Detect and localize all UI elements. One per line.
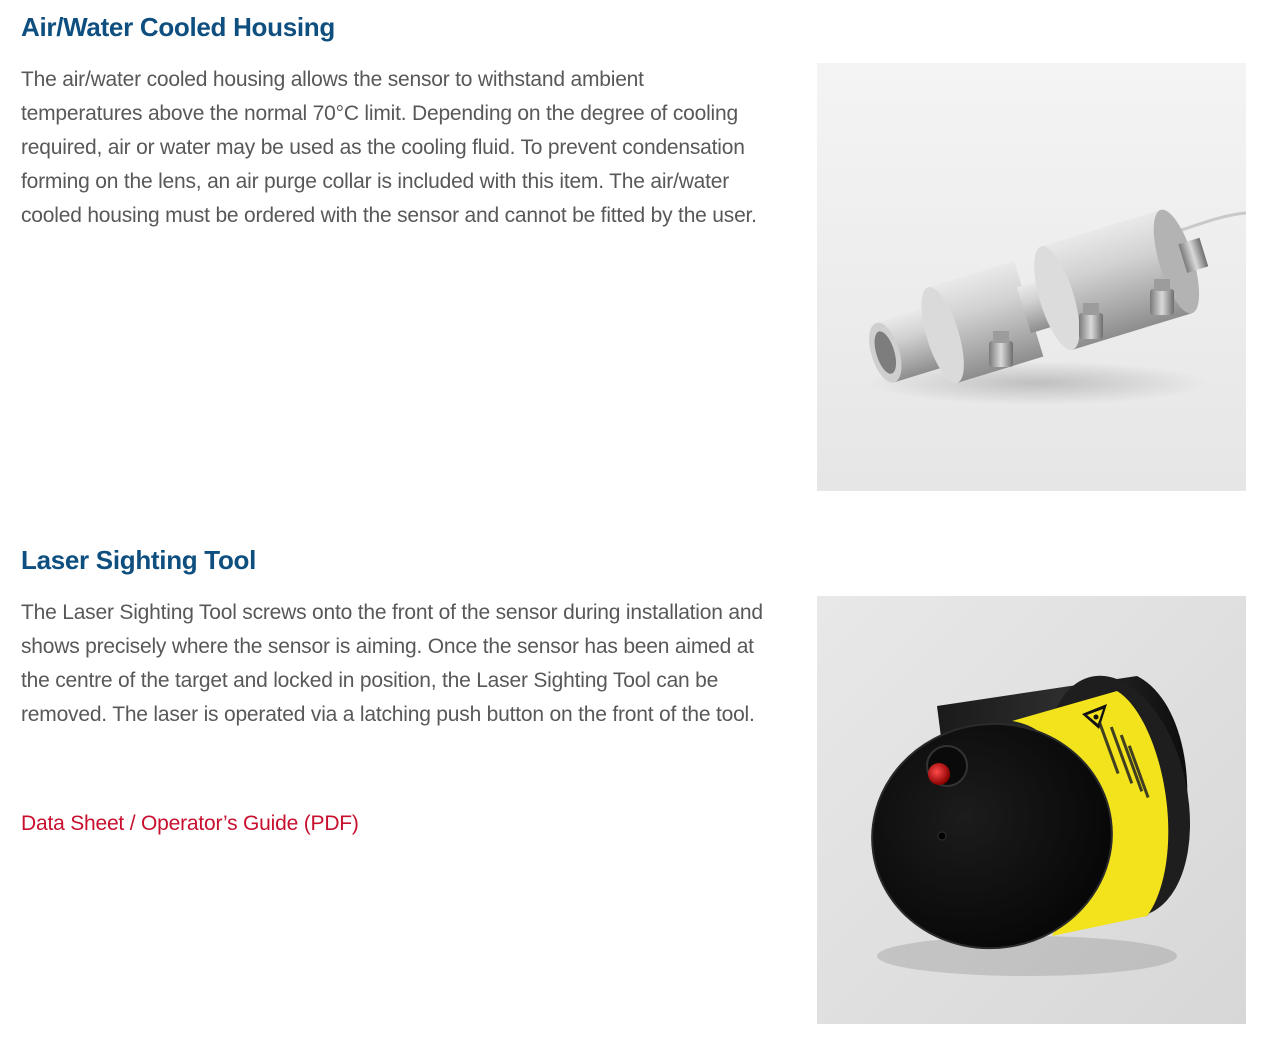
- section-laser-sighting-tool: [0, 533, 1270, 1039]
- section-description: The Laser Sighting Tool screws onto the front of the sensor during installation and shows precisely where the sensor is aiming. Once the sensor has been aimed at the centre of the target and locked in position, the Laser Sighting Tool can be removed. The laser is operated via a latching push button on the front of the tool.: [21, 601, 763, 726]
- data-sheet-pdf-link[interactable]: Data Sheet / Operator’s Guide (PDF): [21, 812, 359, 835]
- laser-sighting-tool-photo: [817, 596, 1246, 1024]
- section-description: The air/water cooled housing allows the sensor to withstand ambient temperatures above the normal 70°C limit. Depending on the degree of cooling required, air or water may be used as the cooling fluid. To prevent condensation forming on the lens, an air purge collar is included with this item. The air/water cooled housing must be ordered with the sensor and cannot be fitted by the user.: [21, 68, 757, 227]
- cooled-housing-photo: [817, 63, 1246, 491]
- section-heading: Laser Sighting Tool: [21, 545, 257, 575]
- section-heading: Air/Water Cooled Housing: [21, 12, 335, 42]
